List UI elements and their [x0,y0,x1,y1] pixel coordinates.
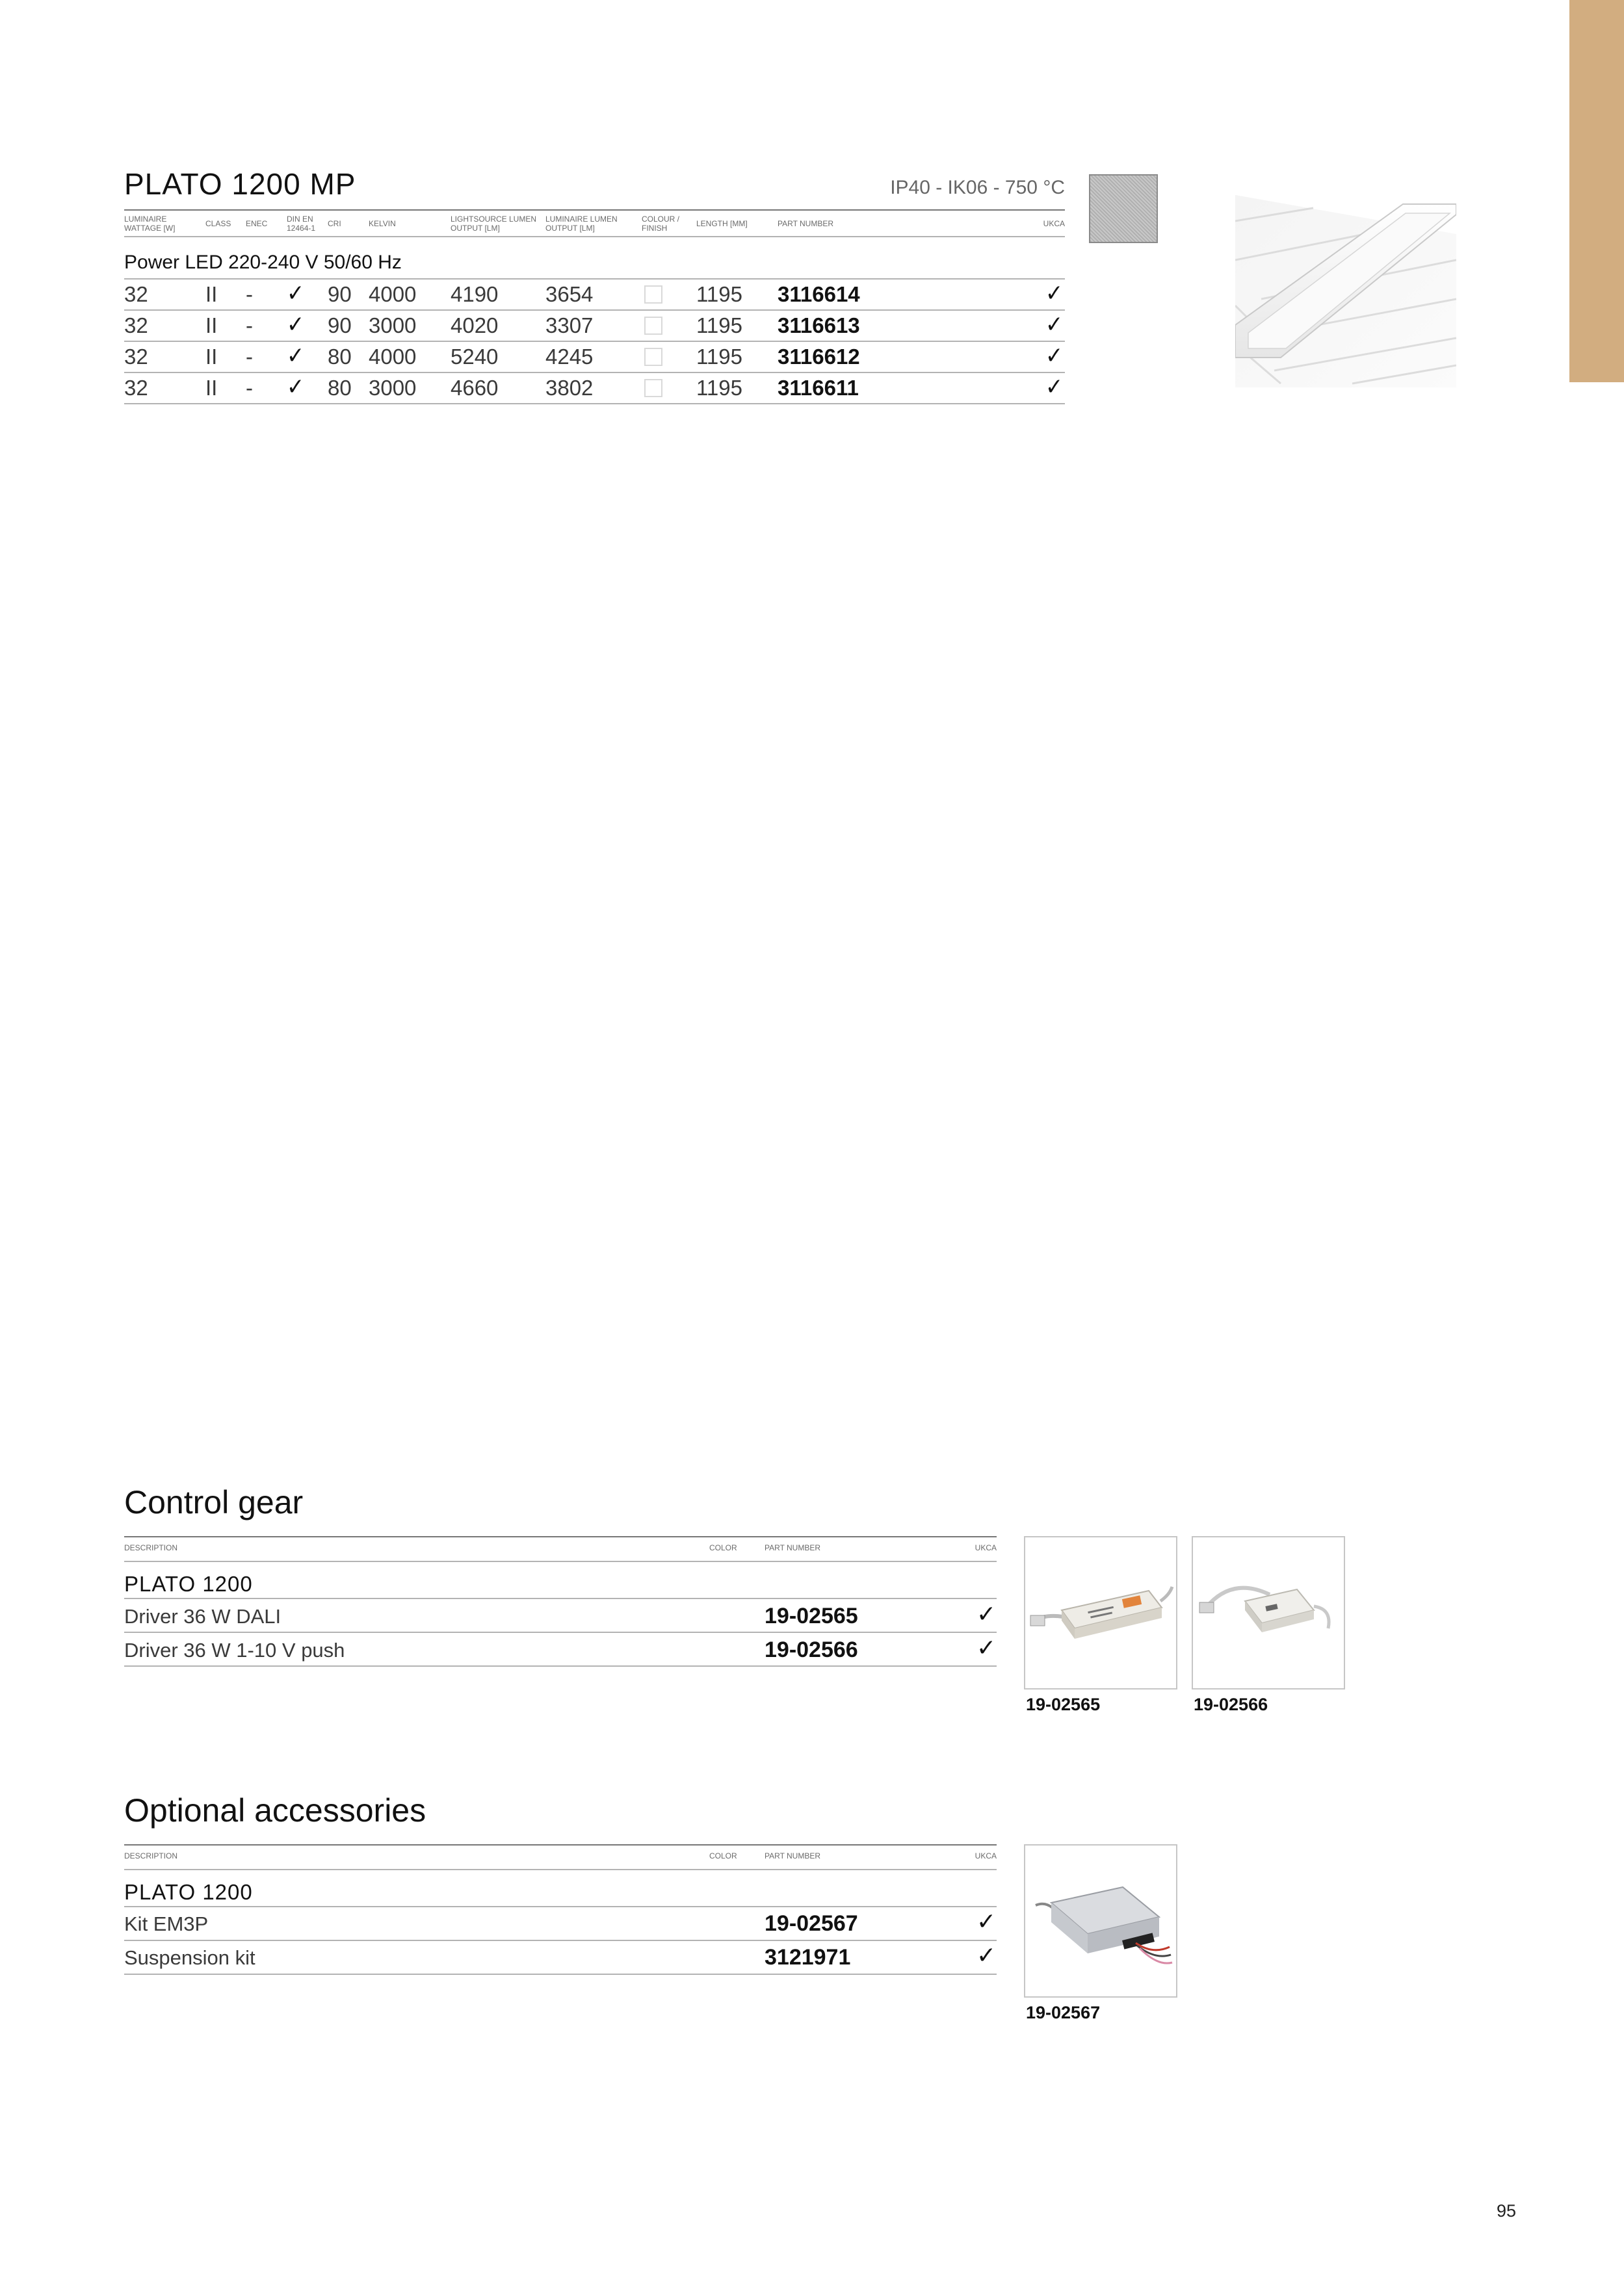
led-driver-push-icon [1193,1537,1344,1688]
item-description: Suspension kit [124,1946,255,1969]
cell-lightsource-lumen: 4190 [451,282,499,306]
finish-swatch-icon [644,285,662,304]
cell-length: 1195 [696,313,742,337]
gear-col-description: DESCRIPTION [124,1543,178,1552]
cell-part-number: 3116613 [778,313,860,337]
cell-wattage: 32 [124,282,148,306]
gear-col-part-number: PART NUMBER [765,1543,821,1552]
gear-top-rule [124,1536,997,1537]
finish-swatch-icon [644,317,662,335]
item-part-number: 19-02567 [765,1911,858,1936]
ukca-check-icon: ✓ [976,1600,997,1627]
acc-col-part-number: PART NUMBER [765,1851,821,1860]
item-description: Driver 36 W DALI [124,1605,282,1628]
cell-class: II [205,345,218,369]
cell-luminaire-lumen: 3307 [545,313,594,337]
cell-class: II [205,376,218,400]
cell-class: II [205,313,218,337]
cell-lightsource-lumen: 5240 [451,345,499,369]
product-title: PLATO 1200 MP [124,167,356,201]
accessory-image-1 [1024,1844,1177,1998]
table-header-rule [124,236,1065,237]
cell-lightsource-lumen: 4660 [451,376,499,400]
product-rating: IP40 - IK06 - 750 °C [890,177,1065,198]
cell-part-number: 3116612 [778,345,860,369]
cell-enec: - [246,345,253,369]
emergency-kit-icon [1025,1846,1176,1996]
cell-part-number: 3116611 [778,376,859,400]
gear-col-color: COLOR [709,1543,737,1552]
cell-enec: - [246,313,253,337]
gear-image-1-caption: 19-02565 [1026,1695,1101,1714]
row-rule [124,1598,997,1599]
cell-length: 1195 [696,376,742,400]
cell-cri: 80 [328,376,352,400]
cell-luminaire-lumen: 3802 [545,376,594,400]
col-kelvin: KELVIN [369,219,396,228]
row-rule [124,1906,997,1907]
led-driver-dali-icon [1025,1537,1176,1688]
cell-kelvin: 4000 [369,345,417,369]
gear-header-rule [124,1561,997,1562]
item-part-number: 3121971 [765,1945,851,1970]
acc-col-color: COLOR [709,1851,737,1860]
acc-header-rule [124,1869,997,1870]
ukca-check-icon: ✓ [1045,373,1064,400]
col-length: LENGTH [MM] [696,219,748,228]
din-check-icon: ✓ [287,311,305,337]
col-cri: CRI [328,219,341,228]
col-din: DIN EN 12464-1 [287,215,316,233]
cell-kelvin: 4000 [369,282,417,306]
acc-group-title: PLATO 1200 [124,1880,253,1904]
accessories-title: Optional accessories [124,1792,426,1829]
row-rule [124,372,1065,373]
ukca-check-icon: ✓ [976,1634,997,1661]
gear-image-2 [1192,1536,1345,1689]
cell-wattage: 32 [124,376,148,400]
cell-wattage: 32 [124,345,148,369]
row-rule [124,1974,997,1975]
col-class: CLASS [205,219,231,228]
row-rule [124,309,1065,311]
table-top-rule [124,209,1065,211]
cell-luminaire-lumen: 3654 [545,282,594,306]
item-description: Kit EM3P [124,1912,209,1935]
finish-swatch-icon [644,379,662,397]
row-rule [124,1665,997,1667]
cell-enec: - [246,282,253,306]
item-description: Driver 36 W 1-10 V push [124,1639,345,1662]
cell-length: 1195 [696,282,742,306]
ukca-check-icon: ✓ [1045,311,1064,337]
diffuser-swatch [1089,174,1158,243]
ukca-check-icon: ✓ [1045,280,1064,306]
cell-length: 1195 [696,345,742,369]
col-wattage: LUMINAIRE WATTAGE [W] [124,215,176,233]
cell-class: II [205,282,218,306]
product-group-label: Power LED 220-240 V 50/60 Hz [124,252,402,273]
col-enec: ENEC [246,219,268,228]
din-check-icon: ✓ [287,373,305,400]
ukca-check-icon: ✓ [1045,342,1064,369]
row-rule [124,403,1065,404]
cell-kelvin: 3000 [369,313,417,337]
col-lightsource-lumen: LIGHTSOURCE LUMEN OUTPUT [LM] [451,215,537,233]
control-gear-title: Control gear [124,1484,304,1520]
gear-group-title: PLATO 1200 [124,1572,253,1596]
row-rule [124,1940,997,1941]
gear-image-2-caption: 19-02566 [1194,1695,1268,1714]
row-rule [124,1632,997,1633]
row-rule [124,341,1065,342]
col-luminaire-lumen: LUMINAIRE LUMEN OUTPUT [LM] [545,215,618,233]
cell-cri: 90 [328,313,352,337]
col-colour-finish: COLOUR / FINISH [642,215,680,233]
cell-part-number: 3116614 [778,282,860,306]
item-part-number: 19-02566 [765,1637,858,1662]
gear-col-ukca: UKCA [975,1543,997,1552]
cell-lightsource-lumen: 4020 [451,313,499,337]
cell-cri: 90 [328,282,352,306]
cell-luminaire-lumen: 4245 [545,345,594,369]
cell-kelvin: 3000 [369,376,417,400]
col-part-number: PART NUMBER [778,219,834,228]
ukca-check-icon: ✓ [976,1942,997,1968]
ukca-check-icon: ✓ [976,1908,997,1935]
finish-swatch-icon [644,348,662,366]
accessory-image-1-caption: 19-02567 [1026,2003,1101,2022]
gear-image-1 [1024,1536,1177,1689]
cell-wattage: 32 [124,313,148,337]
cell-cri: 80 [328,345,352,369]
luminaire-photo [1235,195,1456,387]
item-part-number: 19-02565 [765,1604,858,1628]
page-number: 95 [1497,2201,1517,2221]
din-check-icon: ✓ [287,342,305,369]
acc-col-description: DESCRIPTION [124,1851,178,1860]
col-ukca: UKCA [1043,219,1065,228]
row-rule [124,278,1065,280]
din-check-icon: ✓ [287,280,305,306]
cell-enec: - [246,376,253,400]
acc-top-rule [124,1844,997,1846]
section-color-tab [1569,0,1624,382]
acc-col-ukca: UKCA [975,1851,997,1860]
